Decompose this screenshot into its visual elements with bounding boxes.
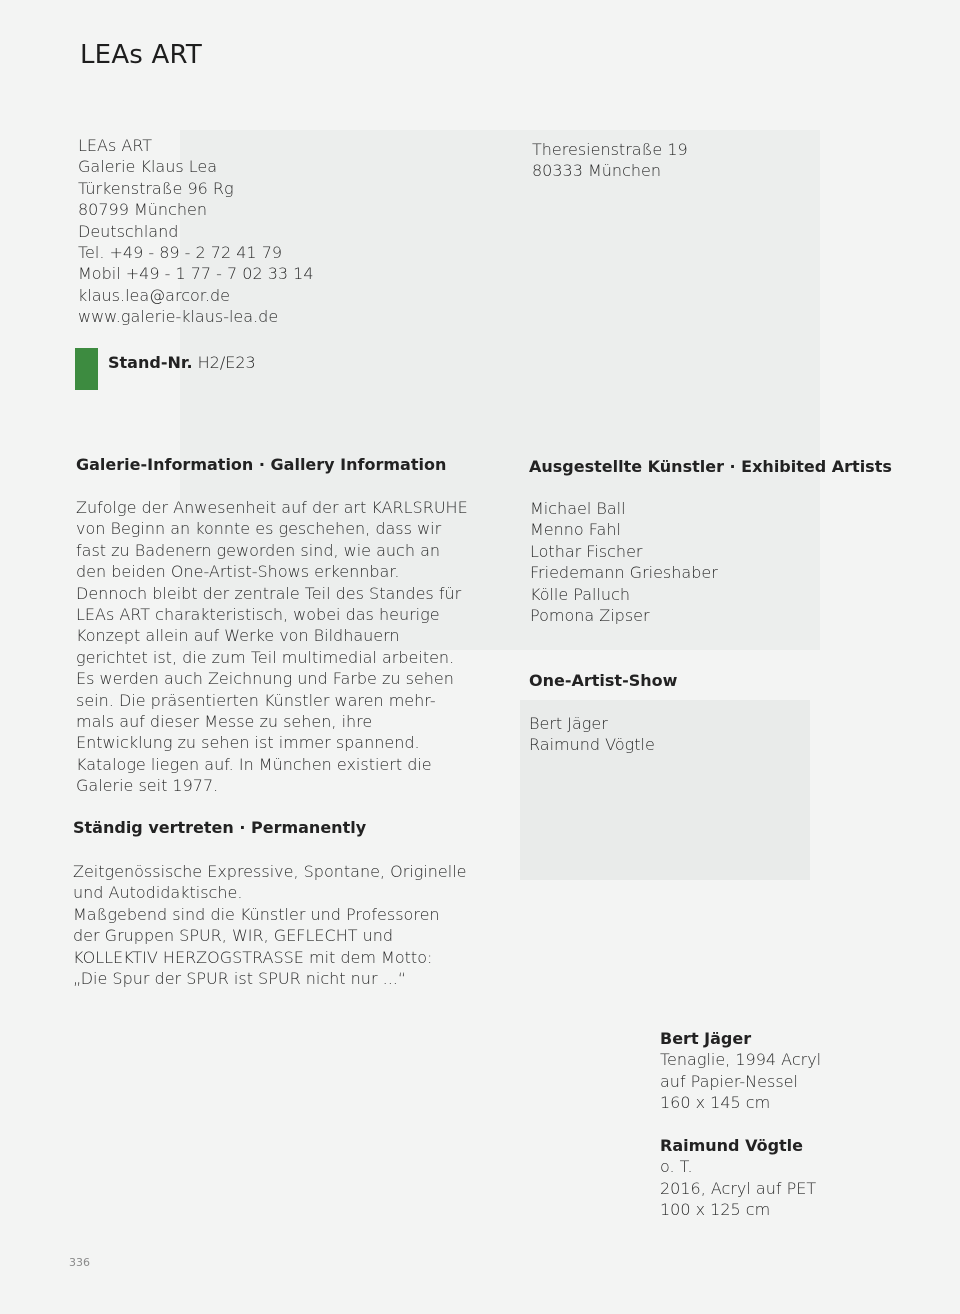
email-link[interactable]: klaus.lea@arcor.de — [78, 285, 230, 305]
address-line: Türkenstraße 96 Rg — [78, 178, 234, 198]
website-link[interactable]: www.galerie-klaus-lea.de — [78, 307, 279, 327]
text-line: Zeitgenössische Expressive, Spontane, Originelle — [73, 862, 467, 881]
stand-value: H2/E23 — [197, 353, 256, 372]
artist-name: Pomona Zipser — [530, 606, 650, 626]
artwork-caption-raimund-voegtle — [660, 1135, 816, 1221]
text-line: Entwicklung zu sehen ist immer spannend. — [76, 733, 420, 753]
address-line: Deutschland — [78, 221, 179, 241]
text-line: der Gruppen SPUR, WIR, GEFLECHT und — [73, 926, 394, 946]
caption-line: auf Papier-Nessel — [660, 1071, 798, 1091]
exhibited-artists-list — [530, 498, 718, 626]
gallery-info-text — [76, 497, 468, 797]
caption-line: Tenaglie, 1994 Acryl — [660, 1050, 822, 1070]
caption-line: 100 x 125 cm — [660, 1200, 771, 1220]
address-line: Galerie Klaus Lea — [78, 157, 218, 177]
text-line: Konzept allein auf Werke von Bildhauern — [76, 626, 400, 646]
text-line: Kataloge liegen auf. In München existiert die — [76, 754, 432, 774]
artist-name: Raimund Vögtle — [529, 735, 655, 755]
text-line: Maßgebend sind die Künstler und Professoren — [73, 904, 440, 924]
text-line: „Die Spur der SPUR ist SPUR nicht nur ...“ — [73, 969, 407, 989]
artist-name: Lothar Fischer — [530, 541, 643, 561]
caption-line: 160 x 145 cm — [660, 1093, 771, 1113]
artist-name: Michael Ball — [530, 499, 626, 518]
artwork-caption-bert-jaeger — [660, 1028, 821, 1114]
text-line: Es werden auch Zeichnung und Farbe zu sehen — [76, 669, 454, 689]
address-line: LEAs ART — [78, 136, 153, 155]
stand-marker — [75, 348, 98, 390]
address-line: 80333 München — [532, 161, 661, 181]
address-line: Theresienstraße 19 — [532, 140, 688, 159]
text-line: mals auf dieser Messe zu sehen, ihre — [76, 712, 373, 732]
artist-name: Menno Fahl — [530, 520, 621, 540]
page-number: 336 — [69, 1256, 90, 1269]
text-line: gerichtet ist, die zum Teil multimedial arbeiten. — [76, 647, 455, 667]
permanently-heading: Ständig vertreten · Permanently — [73, 818, 367, 837]
exhibited-artists-heading: Ausgestellte Künstler · Exhibited Artists — [529, 457, 892, 476]
address-line: 80799 München — [78, 200, 207, 220]
text-line: fast zu Badenern geworden sind, wie auch an — [76, 540, 441, 560]
caption-artist-name: Bert Jäger — [660, 1029, 752, 1048]
one-artist-show-list — [529, 713, 655, 756]
permanently-text — [73, 861, 466, 989]
text-line: Galerie seit 1977. — [76, 776, 219, 796]
gallery-info-heading: Galerie-Information · Gallery Information — [76, 455, 447, 474]
mobile-line: Mobil +49 - 1 77 - 7 02 33 14 — [78, 264, 314, 284]
text-line: den beiden One-Artist-Shows erkennbar. — [76, 562, 400, 582]
artist-name: Bert Jäger — [529, 714, 608, 733]
second-address — [532, 139, 688, 182]
gallery-address — [78, 135, 314, 328]
caption-line: o. T. — [660, 1157, 693, 1177]
caption-artist-name: Raimund Vögtle — [660, 1136, 804, 1155]
page-title: LEAs ART — [80, 40, 202, 70]
caption-line: 2016, Acryl auf PET — [660, 1178, 817, 1198]
text-line: sein. Die präsentierten Künstler waren mehr- — [76, 690, 436, 710]
one-artist-show-heading: One-Artist-Show — [529, 671, 678, 690]
text-line: KOLLEKTIV HERZOGSTRASSE mit dem Motto: — [73, 947, 433, 967]
text-line: LEAs ART charakteristisch, wobei das heurige — [76, 605, 440, 625]
text-line: und Autodidaktische. — [73, 883, 243, 903]
artist-name: Kölle Palluch — [530, 584, 631, 604]
phone-line: Tel. +49 - 89 - 2 72 41 79 — [78, 243, 283, 263]
stand-number — [75, 348, 256, 390]
artist-name: Friedemann Grieshaber — [530, 563, 718, 583]
text-line: Zufolge der Anwesenheit auf der art KARLSRUHE — [76, 498, 468, 517]
stand-text — [108, 353, 256, 372]
text-line: Dennoch bleibt der zentrale Teil des Standes für — [76, 583, 462, 603]
stand-label: Stand-Nr. — [108, 353, 193, 372]
text-line: von Beginn an konnte es geschehen, dass wir — [76, 519, 442, 539]
